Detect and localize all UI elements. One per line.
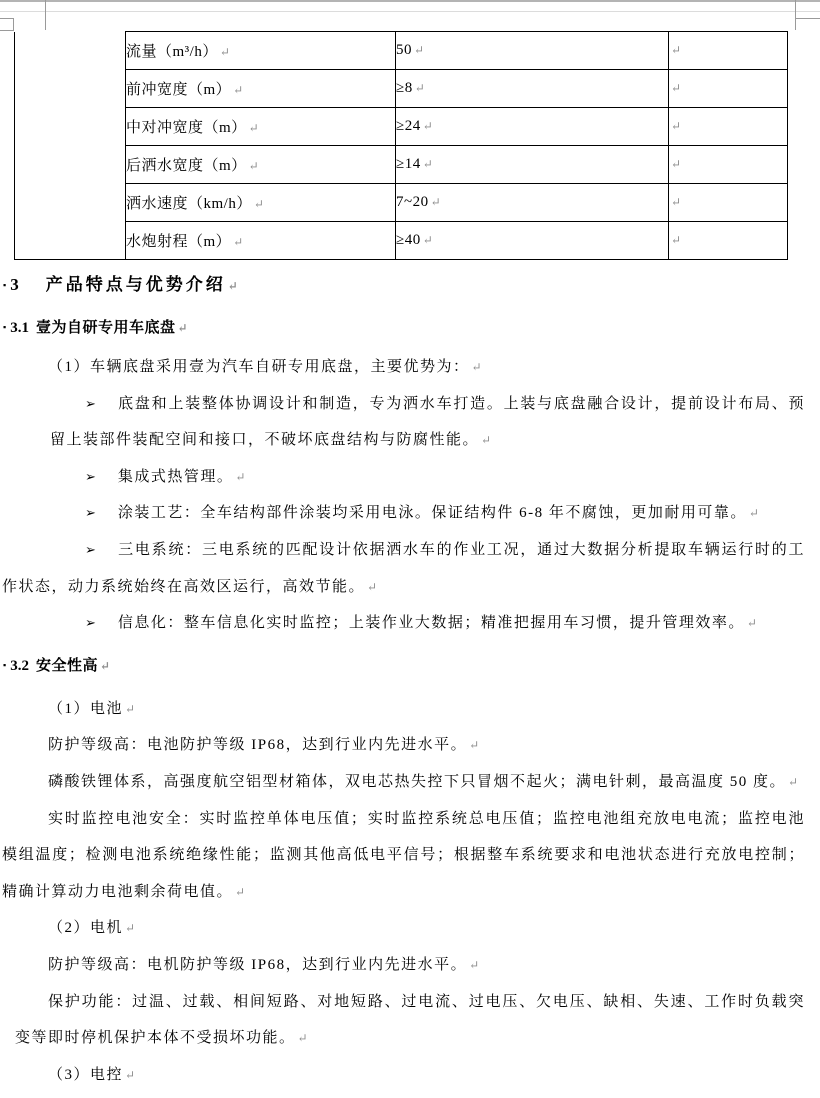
pilcrow-mark: ↵ — [746, 616, 757, 631]
heading-section-3-1 — [3, 315, 805, 340]
page-top-boundary-line-2 — [0, 11, 820, 12]
spec-table — [14, 31, 788, 260]
arrow-bullet-icon: ➢ — [85, 468, 96, 484]
bullet-item-coating: ➢ 涂装工艺：全车结构部件涂装均采用电泳。保证结构件 6-8 年不腐蚀，更加耐用可靠。 ↵ — [85, 505, 759, 522]
paragraph-econtrol-heading: （3）电控 ↵ — [48, 1066, 136, 1083]
spec-label-cell: 前冲宽度（m） ↵ — [126, 70, 396, 108]
spec-empty-cell — [669, 108, 788, 146]
heading-title: 产品特点与优势介绍 — [45, 275, 226, 294]
heading-section-3-2 — [3, 653, 805, 678]
paragraph-chassis-intro: （1）车辆底盘采用壹为汽车自研专用底盘，主要优势为： ↵ — [48, 359, 482, 375]
keep-with-next-square-icon: ▪ — [3, 322, 7, 332]
pilcrow-mark: ↵ — [414, 81, 425, 95]
pilcrow-mark: ↵ — [422, 233, 433, 247]
spec-value-cell: ≥8 ↵ — [396, 70, 669, 108]
pilcrow-mark: ↵ — [748, 506, 759, 521]
pilcrow-mark: ↵ — [235, 469, 246, 484]
heading-title: 安全性高 — [35, 657, 98, 674]
pilcrow-mark: ↵ — [469, 738, 480, 753]
pilcrow-mark: ↵ — [125, 921, 136, 936]
heading-title: 壹为自研专用车底盘 — [35, 320, 176, 336]
pilcrow-mark: ↵ — [671, 233, 682, 247]
pilcrow-mark: ↵ — [233, 235, 244, 249]
pilcrow-mark: ↵ — [248, 121, 259, 135]
spec-label-cell: 水炮射程（m） ↵ — [126, 222, 396, 260]
pilcrow-mark: ↵ — [99, 658, 111, 673]
spec-label-cell: 洒水速度（km/h） ↵ — [126, 184, 396, 222]
left-margin-crop-mark — [45, 0, 46, 30]
heading-number: 3.1 — [10, 320, 29, 336]
spec-value-cell: ≥40 ↵ — [396, 222, 669, 260]
paragraph-battery-lfp: 磷酸铁锂体系，高强度航空铝型材箱体，双电芯热失控下只冒烟不起火；满电针刺，最高温度 50 度。 ↵ — [48, 773, 799, 790]
paragraph-motor-heading: （2）电机 ↵ — [48, 920, 136, 937]
spec-value-cell: 50 ↵ — [396, 32, 669, 70]
spec-value-cell: ≥14 ↵ — [396, 146, 669, 184]
pilcrow-mark: ↵ — [367, 579, 378, 594]
spec-label-cell: 后洒水宽度（m） ↵ — [126, 146, 396, 184]
pilcrow-mark: ↵ — [788, 774, 799, 789]
arrow-bullet-icon: ➢ — [85, 505, 96, 521]
bullet-item-thermal: ➢ 集成式热管理。 ↵ — [85, 468, 246, 485]
table-row — [15, 70, 788, 108]
bullet-item-three-electric: ➢ 三电系统：三电系统的匹配设计依据洒水车的作业工况，通过大数据分析提取车辆运行时的工作状态，动力系统始终在高效区运行，高效节能。 ↵ — [2, 541, 805, 595]
paragraph-battery-monitoring: 实时监控电池安全：实时监控单体电压值；实时监控系统总电压值；监控电池组充放电电流；监控电池模组温度；检测电池系统绝缘性能；监测其他高低电平信号；根据整车系统要求和电池状态进行充放电控制；精确计算动力电池剩余荷电值。 ↵ — [2, 810, 805, 900]
pilcrow-mark: ↵ — [481, 433, 492, 448]
pilcrow-mark: ↵ — [414, 43, 425, 57]
spec-label-cell: 流量（m³/h） ↵ — [126, 32, 396, 70]
spec-value-cell: 7~20 ↵ — [396, 184, 669, 222]
pilcrow-mark: ↵ — [671, 81, 682, 95]
spec-merged-empty-cell — [15, 32, 126, 260]
spec-empty-cell — [669, 146, 788, 184]
pilcrow-mark: ↵ — [671, 43, 682, 57]
heading-number: 3.2 — [10, 657, 29, 674]
table-row — [15, 108, 788, 146]
pilcrow-mark: ↵ — [227, 279, 238, 293]
right-corner-crop-mark — [795, 18, 820, 19]
heading-number: 3 — [10, 275, 19, 294]
paragraph-battery-ip68: 防护等级高：电池防护等级 IP68，达到行业内先进水平。 ↵ — [48, 737, 480, 754]
document-body — [0, 260, 820, 1093]
spec-empty-cell — [669, 222, 788, 260]
pilcrow-mark: ↵ — [125, 701, 136, 716]
pilcrow-mark: ↵ — [233, 83, 244, 97]
spec-value-cell: ≥24 ↵ — [396, 108, 669, 146]
pilcrow-mark: ↵ — [671, 119, 682, 133]
pilcrow-mark: ↵ — [297, 1031, 308, 1046]
pilcrow-mark: ↵ — [469, 957, 480, 972]
table-row — [15, 146, 788, 184]
spec-label-cell: 中对冲宽度（m） ↵ — [126, 108, 396, 146]
pilcrow-mark: ↵ — [671, 157, 682, 171]
bullet-item-chassis-design: ➢ 底盘和上装整体协调设计和制造，专为洒水车打造。上装与底盘融合设计，提前设计布局、预留上装部件装配空间和接口，不破坏底盘结构与防腐性能。 ↵ — [50, 395, 805, 449]
page-top-boundary-line — [0, 0, 820, 2]
table-row — [15, 184, 788, 222]
spec-empty-cell — [669, 70, 788, 108]
heading-section-3 — [3, 272, 805, 299]
pilcrow-mark: ↵ — [422, 119, 433, 133]
pilcrow-mark: ↵ — [235, 884, 246, 899]
table-row — [15, 222, 788, 260]
arrow-bullet-icon: ➢ — [85, 395, 96, 411]
paragraph-motor-ip68: 防护等级高：电机防护等级 IP68，达到行业内先进水平。 ↵ — [48, 956, 480, 973]
paragraph-battery-heading: （1）电池 ↵ — [48, 700, 136, 717]
bullet-item-informatization: ➢ 信息化：整车信息化实时监控；上装作业大数据；精准把握用车习惯，提升管理效率。 ↵ — [85, 615, 757, 632]
keep-with-next-square-icon: ▪ — [3, 280, 7, 290]
arrow-bullet-icon: ➢ — [85, 615, 96, 631]
pilcrow-mark: ↵ — [253, 197, 264, 211]
spec-empty-cell — [669, 32, 788, 70]
left-corner-crop-mark — [0, 18, 14, 31]
pilcrow-mark: ↵ — [177, 321, 188, 335]
keep-with-next-square-icon: ▪ — [3, 659, 7, 670]
pilcrow-mark: ↵ — [219, 45, 230, 59]
arrow-bullet-icon: ➢ — [85, 541, 96, 557]
pilcrow-mark: ↵ — [671, 195, 682, 209]
pilcrow-mark: ↵ — [430, 195, 441, 209]
paragraph-motor-protection: 保护功能：过温、过载、相间短路、对地短路、过电流、过电压、欠电压、缺相、失速、工作时负载突变等即时停机保护本体不受损坏功能。 ↵ — [15, 993, 805, 1047]
pilcrow-mark: ↵ — [471, 360, 482, 374]
spec-empty-cell — [669, 184, 788, 222]
table-row — [15, 32, 788, 70]
pilcrow-mark: ↵ — [248, 159, 259, 173]
pilcrow-mark: ↵ — [422, 157, 433, 171]
pilcrow-mark: ↵ — [125, 1067, 136, 1082]
right-margin-crop-mark — [795, 0, 796, 30]
